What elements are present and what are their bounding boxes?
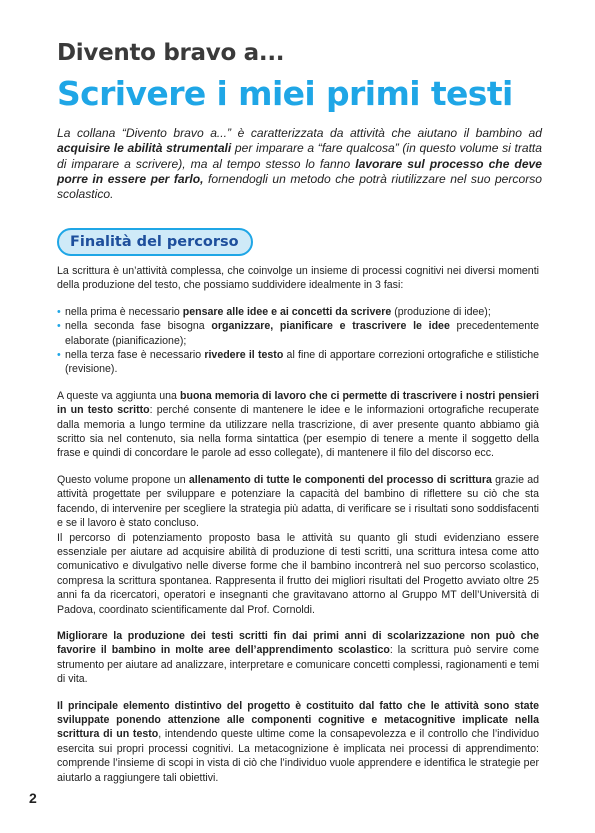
bold-run: acquisire le abilità strumentali bbox=[57, 141, 232, 156]
body-paragraph bbox=[57, 389, 539, 461]
text-run: La collana “Divento bravo a...” è caratterizzata da attività che aiutano il bambino ad bbox=[57, 126, 542, 140]
list-item bbox=[57, 305, 539, 319]
bold-run: organizzare, pianificare e trascrivere le idee bbox=[211, 320, 450, 333]
paragraph-gap bbox=[57, 293, 539, 305]
text-run: , intendendo queste ultime come la consapevolezza e il controllo che l’individuo esercita sui propri processi cognitivi. La metacognizione è implicata nei processi di apprendimento: comprende l’insieme di scopi in vista di ciò che l’individuo vuole apprendere e identifica le strategie per aiutarlo a raggiungere tali obiettivi. bbox=[57, 728, 539, 784]
body-paragraph bbox=[57, 264, 539, 293]
paragraph-gap bbox=[57, 377, 539, 389]
text-run: Il percorso di potenziamento proposto basa le attività su quanto gli studi evidenziano essere essenziale per aiutare ad acquisire abilità di produzione di testi scritti, una scrittura intesa come atto comunicativo e divulgativo nelle diverse forme che il bambino incontrerà nel suo percorso scolastico, compresa la scrittura spontanea. Rappresenta il frutto dei migliori risultati del Progetto avviato oltre 25 anni fa da ricercatori, operatori e insegnanti che gravitavano attorno al Gruppo MT dell’Università di Padova, coordinato scientificamente dal Prof. Cornoldi. bbox=[57, 531, 539, 616]
series-name: Divento bravo a... bbox=[57, 40, 285, 66]
paragraph-gap bbox=[57, 461, 539, 473]
body-paragraph bbox=[57, 531, 539, 617]
text-run: fornendogli un metodo che potrà riutilizzare nel suo percorso scolastico. bbox=[57, 171, 543, 202]
text-run: : perché consente di mantenere le idee e le informazioni ortografiche recuperate dalla memoria a lungo termine da utilizzare nella trascrizione, di aver presente quanto abbiamo già scritto sia nel contenuto, sia nella forma sintattica (per esempio di tenere a mente il soggetto della frase e quindi di concordare le parole ad esso collegate), di mantenere il filo del discorso ecc. bbox=[57, 404, 539, 460]
body-text bbox=[57, 264, 539, 785]
bold-run: Migliorare la produzione dei testi scritti fin dai primi anni di scolarizzazione non può che favorire il bambino in molte aree dell’apprendimento scolastico bbox=[57, 629, 539, 657]
bold-run: rivedere il testo bbox=[204, 349, 284, 362]
text-run: (produzione di idee); bbox=[391, 305, 491, 318]
text-run: La scrittura è un’attività complessa, che coinvolge un insieme di processi cognitivi nei diversi momenti della produzione del testo, che possiamo suddividere idealmente in 3 fasi: bbox=[57, 265, 539, 292]
page-number: 2 bbox=[29, 790, 37, 806]
section-badge bbox=[57, 228, 253, 256]
text-run: al fine di apportare correzioni ortografiche e stilistiche (revisione). bbox=[65, 349, 539, 376]
text-run: nella seconda fase bisogna bbox=[65, 320, 212, 333]
paragraph-gap bbox=[57, 617, 539, 629]
text-run: : la scrittura può servire come strumento per aiutare ad analizzare, interpretare e comunicare concetti complessi, ragionamenti e temi di vita. bbox=[57, 644, 539, 686]
intro-paragraph bbox=[57, 126, 542, 202]
bold-run: buona memoria di lavoro che ci permette di trascrivere i nostri pensieri in un testo scritto bbox=[57, 389, 539, 417]
text-run: per imparare a “fare qualcosa” (in questo volume si tratta di imparare a scrivere), ma al tempo stesso lo fanno bbox=[57, 141, 543, 171]
text-run: Questo volume propone un bbox=[57, 473, 189, 486]
body-paragraph bbox=[57, 473, 539, 531]
list-item bbox=[57, 348, 539, 377]
bold-run: lavorare sul processo che deve porre in essere per farlo, bbox=[57, 156, 543, 186]
section-title: Finalità del percorso bbox=[70, 234, 239, 250]
body-paragraph bbox=[57, 699, 539, 785]
body-paragraph bbox=[57, 629, 539, 687]
bold-run: pensare alle idee e ai concetti da scrivere bbox=[182, 305, 392, 318]
text-run: nella prima è necessario bbox=[65, 305, 183, 318]
list-item bbox=[57, 319, 539, 348]
text-run: precedentemente elaborate (pianificazione); bbox=[65, 320, 540, 347]
phase-list bbox=[57, 305, 539, 377]
paragraph-gap bbox=[57, 687, 539, 699]
bold-run: allenamento di tutte le componenti del processo di scrittura bbox=[188, 473, 492, 486]
text-run: A queste va aggiunta una bbox=[57, 389, 180, 402]
bold-run: Il principale elemento distintivo del progetto è costituito dal fatto che le attività sono state sviluppate ponendo attenzione alle componenti cognitive e metacognitive implicate nella scrittura di un testo bbox=[57, 699, 539, 741]
text-run: nella terza fase è necessario bbox=[65, 349, 205, 362]
text-run: grazie ad attività progettate per sviluppare e potenziare la capacità del bambino di riflettere su ciò che sta facendo, di intervenire per scegliere la strategia più adatta, di verificare se i risultati sono soddisfacenti e se il lavoro è stato concluso. bbox=[57, 473, 539, 530]
page-title: Scrivere i miei primi testi bbox=[57, 74, 513, 113]
